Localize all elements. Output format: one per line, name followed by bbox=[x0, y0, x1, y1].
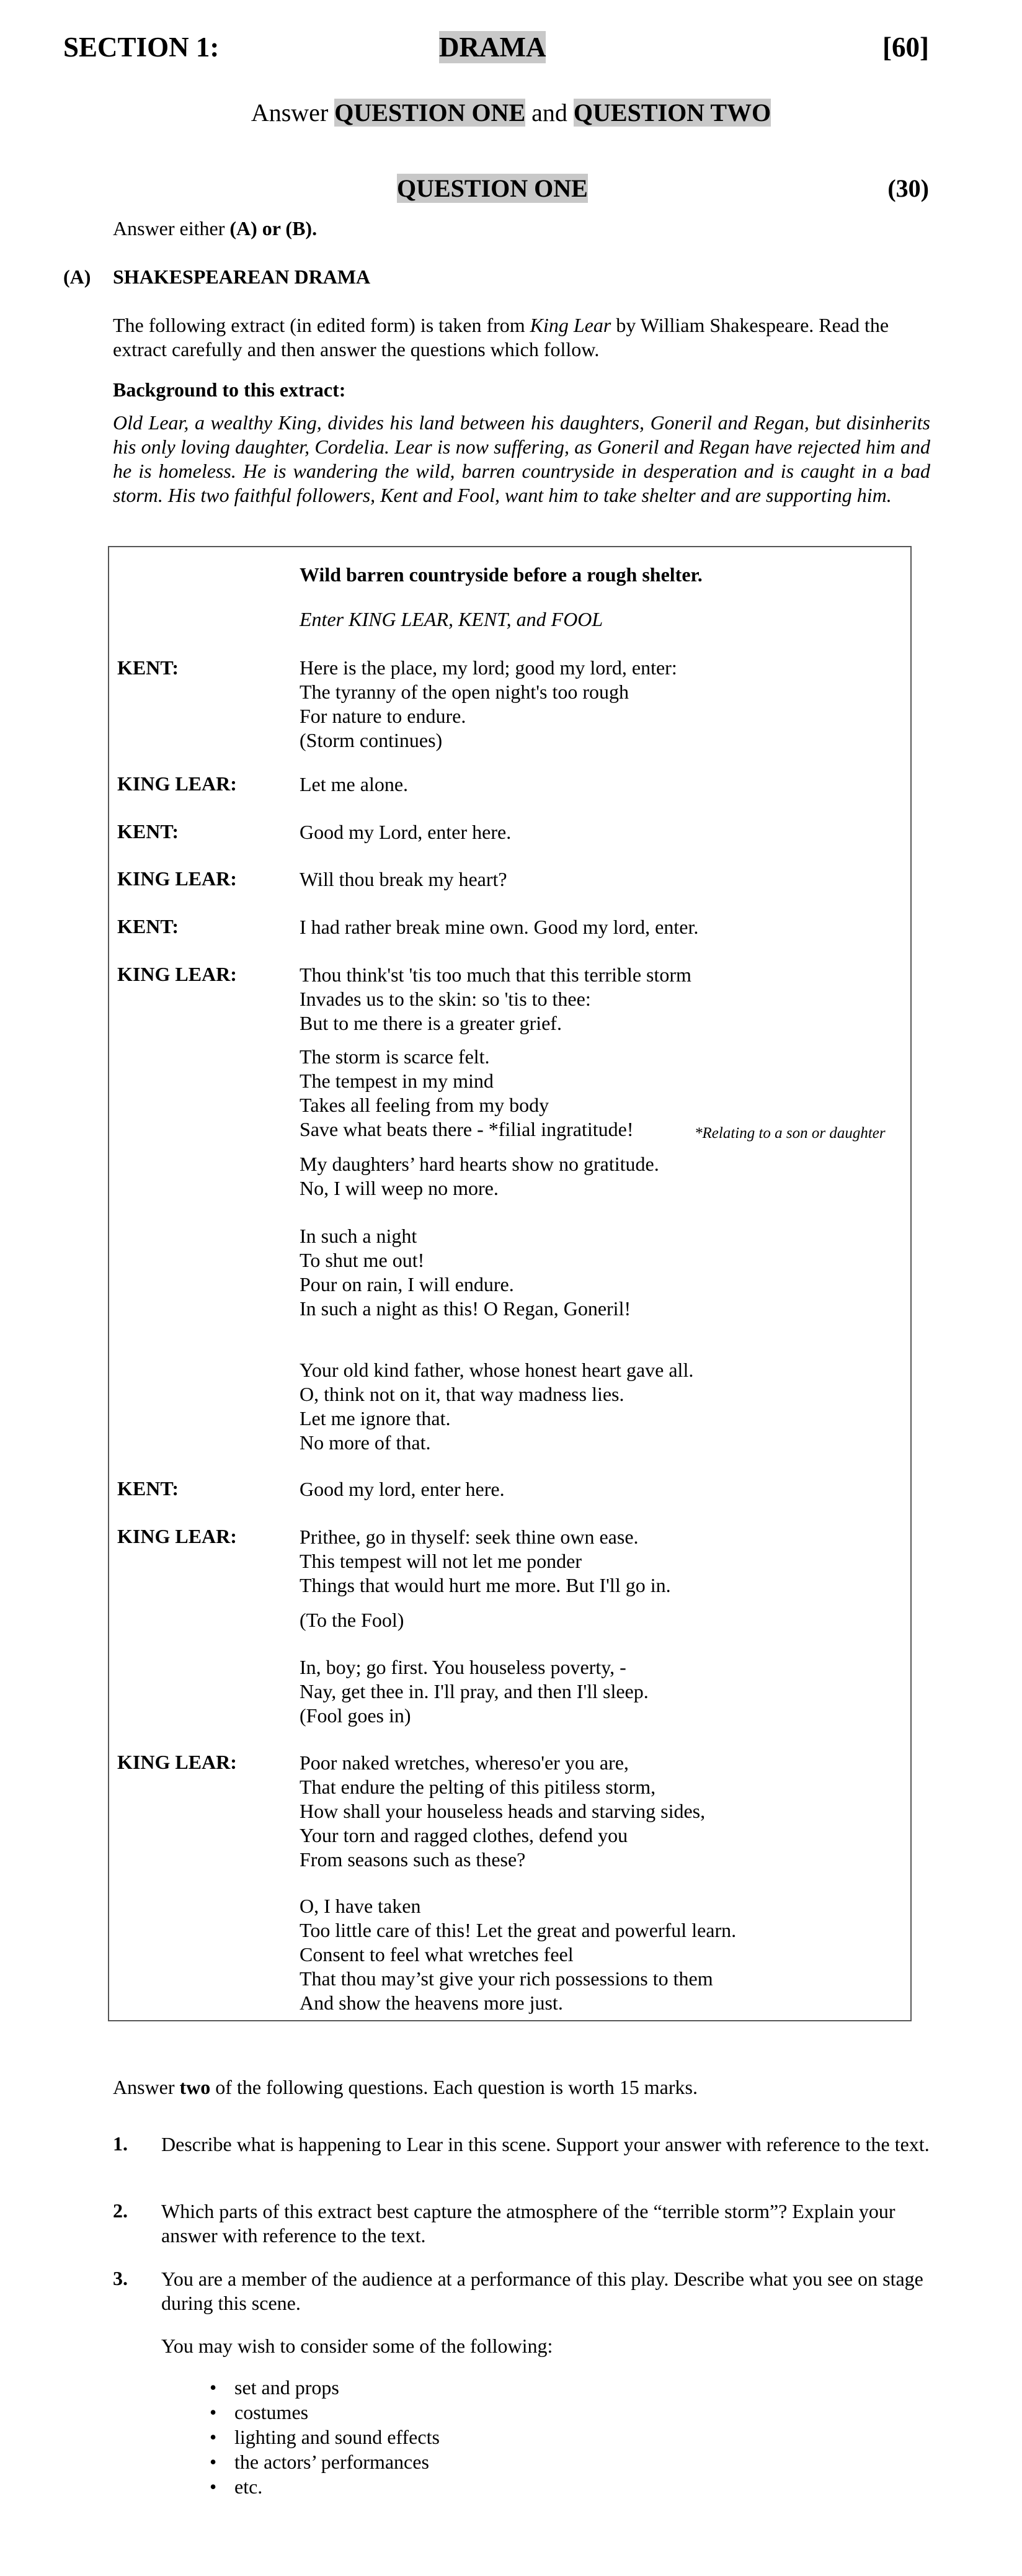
list-item: • the actors’ performances bbox=[205, 2449, 440, 2474]
either-instruction bbox=[113, 217, 317, 240]
speaker-label: KING LEAR: bbox=[117, 963, 237, 985]
dialogue-lines: My daughters’ hard hearts show no gratitude. No, I will weep no more. bbox=[300, 1153, 659, 1199]
speaker-label: KING LEAR: bbox=[117, 1751, 237, 1773]
intro-after: by William Shakespeare. Read the extract carefully and then answer the questions which follow. bbox=[113, 314, 889, 360]
question-one-marks: (30) bbox=[887, 174, 929, 202]
question-number: 1. bbox=[113, 2132, 128, 2155]
question-text: Describe what is happening to Lear in this scene. Support your answer with reference to the text. bbox=[161, 2133, 930, 2155]
dialogue-lines: Prithee, go in thyself: seek thine own ease. This tempest will not let me ponder Things that would hurt me more. But I'll go in. bbox=[300, 1526, 671, 1596]
speaker-label: KENT: bbox=[117, 915, 179, 937]
consider-list bbox=[205, 2375, 440, 2499]
dialogue-lines: Good my lord, enter here. bbox=[300, 1478, 505, 1500]
consider-text: You may wish to consider some of the following: bbox=[161, 2335, 553, 2357]
part-a-title: SHAKESPEAREAN DRAMA bbox=[113, 266, 371, 288]
list-item: • costumes bbox=[205, 2400, 440, 2425]
answer-instruction bbox=[0, 98, 1022, 127]
dialogue-lines: In such a night To shut me out! Pour on rain, I will endure. In such a night as this! O Regan, Goneril! bbox=[300, 1225, 631, 1320]
extract-heading: Wild barren countryside before a rough shelter. bbox=[300, 563, 703, 586]
stage-direction: (To the Fool) bbox=[300, 1609, 404, 1631]
dialogue-lines: The storm is scarce felt. The tempest in my mind Takes all feeling from my body Save what beats there - *filial ingratitude! bbox=[300, 1045, 634, 1140]
dialogue-lines: Good my Lord, enter here. bbox=[300, 821, 512, 843]
dialogue-lines: In, boy; go first. You houseless poverty, - Nay, get thee in. I'll pray, and then I'll sleep. bbox=[300, 1656, 649, 1702]
dialogue-lines: Thou think'st 'tis too much that this terrible storm Invades us to the skin: so 'tis to thee: But to me there is a greater grief. bbox=[300, 964, 691, 1034]
stage-direction: (Storm continues) bbox=[300, 729, 443, 751]
section-title: DRAMA bbox=[439, 32, 546, 63]
intro-paragraph bbox=[113, 313, 930, 362]
speaker-label: KENT: bbox=[117, 820, 179, 843]
dialogue-lines: I had rather break mine own. Good my lord, enter. bbox=[300, 916, 699, 938]
dialogue-lines: Will thou break my heart? bbox=[300, 868, 507, 890]
answer-and: and bbox=[525, 99, 574, 127]
either-options: (A) or (B). bbox=[229, 217, 318, 239]
questions-instruction bbox=[113, 2076, 698, 2099]
dialogue-lines: Let me alone. bbox=[300, 773, 409, 795]
speaker-label: KING LEAR: bbox=[117, 772, 237, 795]
question-text: Which parts of this extract best capture the atmosphere of the “terrible storm”? Explain your answer with reference to the text. bbox=[161, 2200, 895, 2247]
background-heading: Background to this extract: bbox=[113, 378, 346, 401]
section-marks: [60] bbox=[882, 32, 929, 63]
speaker-label: KING LEAR: bbox=[117, 867, 237, 890]
extract-stage-direction: Enter KING LEAR, KENT, and FOOL bbox=[300, 608, 603, 630]
speaker-label: KENT: bbox=[117, 656, 179, 679]
question-text: You are a member of the audience at a performance of this play. Describe what you see on stage during this scene. bbox=[161, 2268, 923, 2314]
speaker-label: KENT: bbox=[117, 1477, 179, 1500]
footnote: *Relating to a son or daughter bbox=[695, 1125, 886, 1142]
instruction-bold: two bbox=[179, 2076, 211, 2098]
intro-before: The following extract (in edited form) is taken from bbox=[113, 314, 530, 336]
question-number: 2. bbox=[113, 2199, 128, 2222]
question-number: 3. bbox=[113, 2267, 128, 2289]
answer-prefix: Answer bbox=[251, 99, 335, 127]
part-a-label: (A) bbox=[63, 266, 91, 288]
question-one-title: QUESTION ONE bbox=[397, 174, 588, 202]
stage-direction: (Fool goes in) bbox=[300, 1704, 411, 1727]
list-item: • lighting and sound effects bbox=[205, 2425, 440, 2449]
dialogue-lines: Here is the place, my lord; good my lord, enter: The tyranny of the open night's too rough For nature to endure. bbox=[300, 656, 677, 727]
dialogue-lines: Your old kind father, whose honest heart gave all. O, think not on it, that way madness lies. Let me ignore that. No more of that. bbox=[300, 1359, 694, 1454]
answer-q1: QUESTION ONE bbox=[334, 99, 526, 127]
dialogue-lines: O, I have taken Too little care of this! Let the great and powerful learn. Consent to feel what wretches feel That thou may’st give your rich possessions to them And show the heavens more just. bbox=[300, 1895, 737, 2014]
background-text: Old Lear, a wealthy King, divides his land between his daughters, Goneril and Regan, but disinherits his only loving daughter, Cordelia. Lear is now suffering, as Goneril and Regan have rejected him and he is homeless. He is wandering the wild, barren countryside in desperation and is caught in a bad storm. His two faithful followers, Kent and Fool, want him to take shelter and are supporting him. bbox=[113, 411, 930, 506]
instruction-after: of the following questions. Each question is worth 15 marks. bbox=[210, 2076, 698, 2098]
answer-q2: QUESTION TWO bbox=[573, 99, 771, 127]
speaker-label: KING LEAR: bbox=[117, 1525, 237, 1547]
section-label: SECTION 1: bbox=[63, 32, 220, 63]
intro-work-title: King Lear bbox=[530, 314, 611, 336]
list-item: • etc. bbox=[205, 2474, 440, 2499]
list-item: • set and props bbox=[205, 2375, 440, 2400]
dialogue-lines: Poor naked wretches, whereso'er you are, That endure the pelting of this pitiless storm, How shall your houseless heads and starving sides, Your torn and ragged clothes, defend you From seasons such as these? bbox=[300, 1751, 706, 1871]
either-prefix: Answer either bbox=[113, 217, 230, 239]
instruction-before: Answer bbox=[113, 2076, 180, 2098]
